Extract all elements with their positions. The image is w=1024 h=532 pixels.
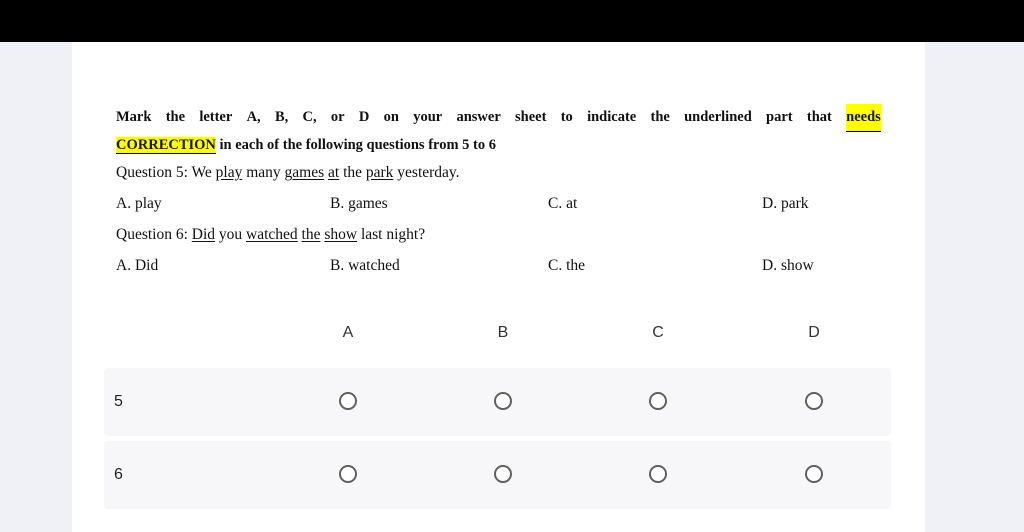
grid-column-header-d: D [808, 324, 820, 341]
instruction-word: to [560, 109, 573, 125]
question-6-text [116, 226, 425, 244]
question-5-option-a: A. play [116, 195, 162, 212]
question-6-option-b: B. watched [330, 257, 400, 274]
question-fragment: yesterday. [393, 164, 460, 181]
instruction-word: letter [199, 109, 233, 125]
instruction-word: the [650, 109, 670, 125]
grid-row-6 [104, 441, 891, 509]
radio-q6-a[interactable] [339, 465, 357, 483]
instruction-line-2 [116, 132, 881, 159]
question-6-option-c: C. the [548, 257, 586, 274]
instruction-word: A, [246, 109, 261, 125]
instruction-word: sheet [515, 109, 547, 125]
highlight-needs: needs [846, 104, 881, 132]
question-5-option-d: D. park [762, 195, 809, 212]
question-fragment: last night? [357, 226, 426, 243]
underlined-part: watched [246, 226, 298, 243]
instruction-word: D [358, 109, 370, 125]
underlined-part: play [215, 164, 243, 181]
underlined-part: games [284, 164, 325, 181]
highlight-correction: CORRECTION [116, 137, 216, 153]
grid-row-label: 5 [114, 393, 123, 410]
grid-column-header-a: A [342, 324, 354, 341]
instruction-word: the [165, 109, 186, 125]
underlined-part: park [365, 164, 394, 181]
radio-q6-c[interactable] [649, 465, 667, 483]
instruction-word: underlined [684, 109, 752, 125]
radio-q6-b[interactable] [494, 465, 512, 483]
radio-q6-d[interactable] [805, 465, 823, 483]
instruction-word: answer [456, 109, 501, 125]
grid-row-5 [104, 368, 891, 436]
instruction-word: that [806, 109, 832, 125]
question-5-text [116, 164, 460, 182]
instruction-line-2-rest: in each of the following questions from 5 to 6 [215, 137, 496, 153]
instruction-word: C, [302, 109, 317, 125]
question-6-option-d: D. show [762, 257, 814, 274]
underlined-part: Did [191, 226, 216, 243]
question-6-option-a: A. Did [116, 257, 159, 274]
underlined-part: at [328, 164, 340, 181]
grid-column-header-b: B [497, 324, 509, 341]
radio-q5-a[interactable] [339, 392, 357, 410]
grid-row-label: 6 [114, 466, 123, 483]
radio-q5-d[interactable] [805, 392, 823, 410]
instruction-line-1 [116, 104, 881, 132]
radio-q5-c[interactable] [649, 392, 667, 410]
underlined-part: show [324, 226, 358, 243]
question-prefix: Question 6: [116, 226, 192, 243]
instruction-word: part [766, 109, 793, 125]
question-5-option-c: C. at [548, 195, 578, 212]
top-black-bar [0, 0, 1024, 42]
question-5-option-b: B. games [330, 195, 388, 212]
instruction-word: or [330, 109, 345, 125]
question-fragment: you [215, 226, 247, 243]
question-prefix: Question 5: We [116, 164, 216, 181]
instruction-text [116, 104, 881, 159]
underlined-part: the [301, 226, 321, 243]
question-fragment: many [242, 164, 285, 181]
question-fragment: the [339, 164, 366, 181]
instruction-word: indicate [587, 109, 637, 125]
instruction-word: on [383, 109, 399, 125]
radio-q5-b[interactable] [494, 392, 512, 410]
instruction-word: your [413, 109, 443, 125]
grid-column-header-c: C [652, 324, 664, 341]
instruction-word: B, [274, 109, 289, 125]
instruction-word: Mark [116, 109, 152, 125]
